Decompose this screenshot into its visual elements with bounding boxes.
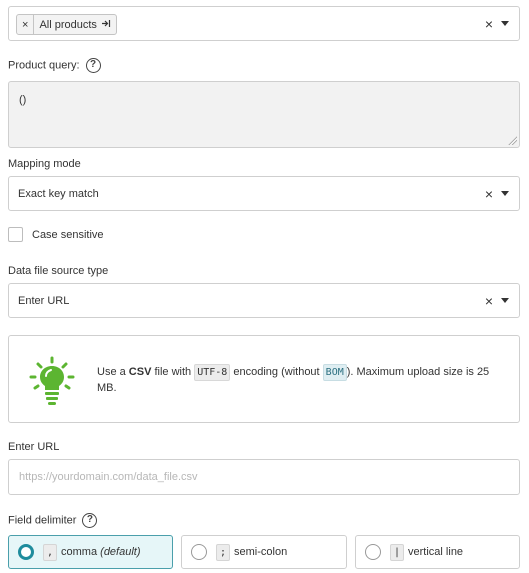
info-text xyxy=(97,364,505,396)
info-box xyxy=(8,335,520,423)
mapping-mode-value: Exact key match xyxy=(18,187,99,200)
delimiter-option-vertical-line[interactable] xyxy=(355,535,520,569)
product-query-textarea[interactable] xyxy=(8,81,520,148)
field-delimiter-label xyxy=(8,513,97,528)
info-text-part: encoding (without xyxy=(230,366,323,378)
info-text-bold: CSV xyxy=(128,366,152,378)
data-source-value: Enter URL xyxy=(18,294,70,307)
products-select[interactable] xyxy=(8,6,520,41)
url-input[interactable] xyxy=(9,460,519,494)
product-query-label xyxy=(8,58,101,73)
mapping-mode-label: Mapping mode xyxy=(8,158,81,170)
delimiter-option-comma[interactable] xyxy=(8,535,173,569)
clear-icon[interactable]: × xyxy=(484,15,493,32)
data-source-select[interactable] xyxy=(8,283,520,318)
product-query-value: () xyxy=(19,94,27,106)
enter-url-label: Enter URL xyxy=(8,441,60,453)
radio-button[interactable] xyxy=(365,544,381,560)
enter-url-field[interactable] xyxy=(8,459,520,495)
resize-handle-icon[interactable] xyxy=(508,136,517,145)
case-sensitive-label[interactable]: Case sensitive xyxy=(32,229,104,241)
radio-button[interactable] xyxy=(191,544,207,560)
clear-icon[interactable]: × xyxy=(484,185,493,202)
delimiter-label: semi-colon xyxy=(234,546,288,558)
product-query-label-text: Product query: xyxy=(8,59,80,72)
delimiter-symbol: ; xyxy=(216,544,230,561)
data-source-label: Data file source type xyxy=(8,265,109,277)
code-snippet: UTF-8 xyxy=(194,364,230,381)
code-snippet: BOM xyxy=(323,364,347,381)
chevron-down-icon[interactable] xyxy=(501,21,509,26)
help-icon[interactable]: ? xyxy=(86,58,101,73)
delimiter-symbol: , xyxy=(43,544,57,561)
delimiter-label: vertical line xyxy=(408,546,464,558)
delimiter-option-semicolon[interactable] xyxy=(181,535,347,569)
info-text-part: ). Maximum upload size is 25 MB. xyxy=(97,366,490,394)
chip-label: All products xyxy=(39,18,97,31)
chevron-down-icon[interactable] xyxy=(501,298,509,303)
chip-remove-icon[interactable]: × xyxy=(17,15,34,34)
field-delimiter-label-text: Field delimiter xyxy=(8,514,77,527)
delimiter-default-tag: (default) xyxy=(100,546,141,558)
radio-button[interactable] xyxy=(18,544,34,560)
info-text-part: Use a xyxy=(97,366,129,378)
delimiter-label-text: comma xyxy=(61,546,98,558)
clear-icon[interactable]: × xyxy=(484,292,493,309)
delimiter-label xyxy=(61,546,140,558)
delimiter-symbol: | xyxy=(390,544,404,561)
help-icon[interactable]: ? xyxy=(82,513,97,528)
case-sensitive-checkbox[interactable] xyxy=(8,227,23,242)
mapping-mode-select[interactable] xyxy=(8,176,520,211)
lightbulb-icon xyxy=(27,356,77,406)
info-text-part: file with xyxy=(151,366,195,378)
chip-enter-icon[interactable] xyxy=(101,19,116,31)
product-chip xyxy=(16,14,117,35)
chevron-down-icon[interactable] xyxy=(501,191,509,196)
